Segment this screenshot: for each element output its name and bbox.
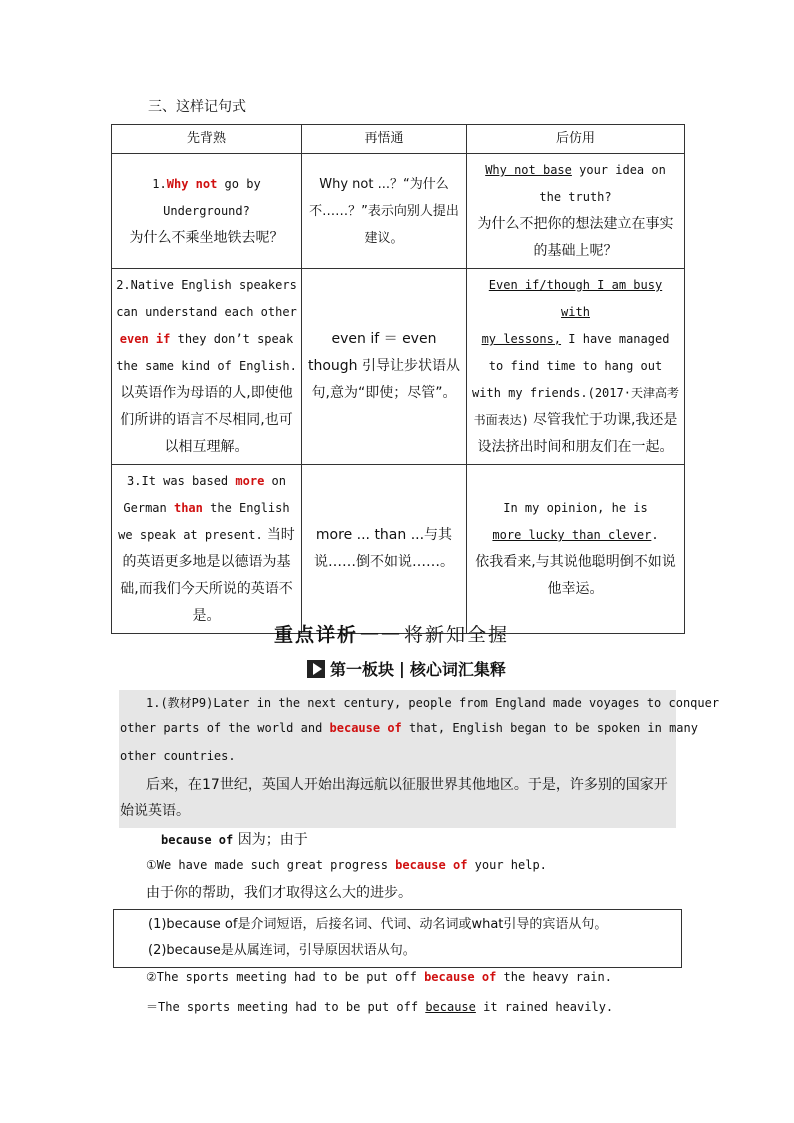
example-2: [146, 970, 612, 984]
block-banner: [307, 657, 506, 680]
row3-text-b: on German: [123, 474, 286, 515]
block-banner-sep: |: [399, 659, 405, 678]
example-3a: ＝The sports meeting had to be put off: [146, 1000, 426, 1014]
row2-text-a: 2.Native English speakers can understand each other: [116, 278, 297, 319]
example-2b: the heavy rain.: [496, 970, 612, 984]
example-1b: your help.: [467, 858, 547, 872]
example-1a: ①We have made such great progress: [146, 858, 396, 872]
item1-line1: 1.(教材P9)Later in the next century, people from England made voyages to conquer: [146, 696, 720, 710]
row3-underlined: more lucky than clever: [492, 528, 652, 542]
table-row: [112, 269, 685, 465]
note-2: (2)because是从属连词，引导原因状语从句。: [148, 943, 416, 958]
section-title: 三、这样记句式: [148, 99, 246, 115]
item1-line3: other countries.: [120, 749, 236, 763]
row3-chinese: 当时的英语更多地是以德语为基础,而我们今天所说的英语不是。: [120, 527, 295, 624]
sentence-table: [111, 124, 685, 634]
table-row: [112, 465, 685, 634]
row3-text-c: the English we speak at present.: [118, 501, 290, 542]
row3-imitate-b: .: [651, 528, 659, 542]
item1-chinese-1: 后来，在17世纪，英国人开始出海远航以征服世界其他地区。于是，许多别的国家开: [146, 777, 668, 793]
block-banner-part2: 核心词汇集释: [409, 660, 506, 679]
phrase-meaning: 因为；由于: [233, 832, 308, 848]
row1-understand: Why not ...？“为什么不……？”表示向别人提出建议。: [302, 154, 467, 269]
row3-memorize: [112, 465, 302, 634]
play-icon: [307, 660, 325, 678]
example-2a: ②The sports meeting had to be put off: [146, 970, 425, 984]
row2-understand: [302, 269, 467, 465]
example-1-chinese: 由于你的帮助，我们才取得这么大的进步。: [146, 885, 412, 901]
row2-chinese: 以英语作为母语的人,即使他们所讲的语言不尽相同,也可以相互理解。: [120, 385, 293, 455]
highlight-more: more: [235, 474, 265, 488]
item1-line2a: other parts of the world and: [120, 721, 330, 735]
header-imitate: 后仿用: [467, 125, 685, 154]
row1-imitate-rest: your idea on the truth?: [539, 163, 666, 204]
row1-imitate: [467, 154, 685, 269]
banner-bold: 重点详析: [274, 623, 359, 646]
row1-chinese: 为什么不乘坐地铁去呢？: [129, 229, 284, 246]
block-banner-part1: 第一板块: [330, 660, 395, 679]
row3-understand: [302, 465, 467, 634]
highlight-because-of: because of: [329, 721, 402, 735]
highlight-because-of-2: because of: [395, 858, 468, 872]
note-1: (1)because of是介词短语，后接名词、代词、动名词或what引导的宾语从句。: [148, 917, 608, 932]
item1-chinese-2: 始说英语。: [120, 803, 190, 819]
header-understand: 再悟通: [302, 125, 467, 154]
example-3b: it rained heavily.: [475, 1000, 614, 1014]
highlight-even-if: even if: [119, 332, 171, 346]
row2-imitate-rest: I have managed to find time to hang out with my friends.(2017·天津高考书面表达): [472, 332, 679, 427]
row2-text-b: they don’t speak the same kind of English.: [116, 332, 297, 373]
example-3: [146, 998, 613, 1015]
example-1: [146, 858, 547, 872]
row1-num: 1.: [152, 176, 167, 191]
row3-imitate: [467, 465, 685, 634]
highlight-than: than: [173, 501, 203, 515]
underlined-because: because: [425, 1000, 476, 1014]
row2-explain: even if ＝ even though 引导让步状语从句,意为“即使；尽管”。: [307, 331, 460, 401]
phrase-term: because of: [161, 833, 234, 847]
row1-rest1: go by: [217, 176, 261, 191]
row2-imitate: [467, 269, 685, 465]
row2-imitate-chinese: 尽管我忙于功课,我还是设法挤出时间和朋友们在一起。: [477, 412, 678, 455]
row1-memorize: [112, 154, 302, 269]
row3-explain: more ... than ...与其说……倒不如说……。: [314, 527, 454, 570]
phrase-entry: [161, 829, 308, 849]
highlight-because-of-3: because of: [424, 970, 497, 984]
row1-imitate-chinese: 为什么不把你的想法建立在事实的基础上呢？: [477, 216, 674, 259]
row1-rest2: Underground?: [163, 203, 250, 218]
item1-line2b: that, English began to be spoken in many: [401, 721, 698, 735]
row3-imitate-a: In my opinion, he is: [503, 501, 648, 515]
header-memorize: 先背熟: [112, 125, 302, 154]
row3-text-a: 3.It was based: [127, 474, 236, 488]
section-banner: [274, 620, 564, 646]
banner-rest: 将新知全握: [404, 623, 510, 646]
row2-memorize: [112, 269, 302, 465]
table-header-row: [112, 125, 685, 154]
row2-underlined-2: my lessons,: [481, 332, 562, 346]
item1-line2: [120, 721, 698, 735]
row2-underlined-1: Even if/though I am busy with: [488, 278, 663, 319]
row1-underlined: Why not base: [485, 163, 572, 177]
table-row: [112, 154, 685, 269]
highlight-why-not: Why not: [166, 176, 218, 191]
row3-imitate-chinese: 依我看来,与其说他聪明倒不如说他幸运。: [475, 554, 676, 597]
banner-dash: ——: [360, 622, 403, 644]
